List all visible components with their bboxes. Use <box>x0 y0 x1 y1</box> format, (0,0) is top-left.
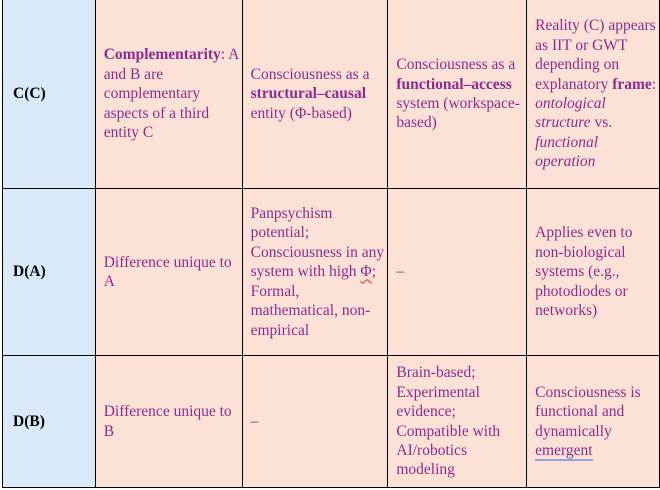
cell-text: ; Formal, mathematical, non-empirical <box>250 263 377 339</box>
comparison-table <box>2 0 660 488</box>
table-cell: Applies even to non-biological systems (e.g., photodiodes or networks) <box>527 189 660 356</box>
table-row <box>3 189 660 356</box>
cell-text: system (workspace-based) <box>396 95 520 132</box>
table-cell: – <box>242 356 388 488</box>
cell-text: Consciousness is functional and dynamically <box>535 383 641 440</box>
term-italic: functional operation <box>535 133 599 171</box>
cell-text: Panpsychism potential; Consciousness in any system with high <box>250 205 385 281</box>
table-row <box>3 0 660 189</box>
row-label: D(A) <box>3 189 96 356</box>
cell-text: Consciousness as a <box>396 56 516 74</box>
cell-text: vs. <box>590 114 613 132</box>
table-cell <box>95 0 242 189</box>
table-cell <box>527 356 660 488</box>
table-cell <box>242 0 388 189</box>
cell-text: Consciousness as a <box>250 65 370 83</box>
table-cell: – <box>388 189 527 356</box>
row-label: C(C) <box>3 0 96 189</box>
term-italic: ontological structure <box>535 95 606 132</box>
cell-text: Reality (C) appears as IIT or GWT depending on explanatory <box>535 17 656 93</box>
grammar-mark: emergent <box>535 441 593 459</box>
term-bold: functional–access <box>396 75 512 93</box>
table-cell <box>388 0 527 189</box>
table-cell: Difference unique to B <box>95 356 242 488</box>
table-cell <box>242 189 388 356</box>
spellcheck-mark: Φ <box>360 263 372 281</box>
table-cell <box>527 0 660 189</box>
term-bold: Complementarity <box>103 46 221 64</box>
term-bold: structural–causal <box>250 85 367 103</box>
table-cell: Difference unique to A <box>95 189 242 356</box>
cell-text: : A and B are complementary aspects of a third entity C <box>103 46 239 142</box>
row-label: D(B) <box>3 356 96 488</box>
table-row <box>3 356 660 488</box>
term-bold: frame <box>612 75 652 93</box>
table-cell: Brain-based; Experimental evidence; Compatible with AI/robotics modeling <box>388 356 527 488</box>
cell-text: : <box>651 75 657 93</box>
cell-text: entity (Φ-based) <box>250 104 352 122</box>
